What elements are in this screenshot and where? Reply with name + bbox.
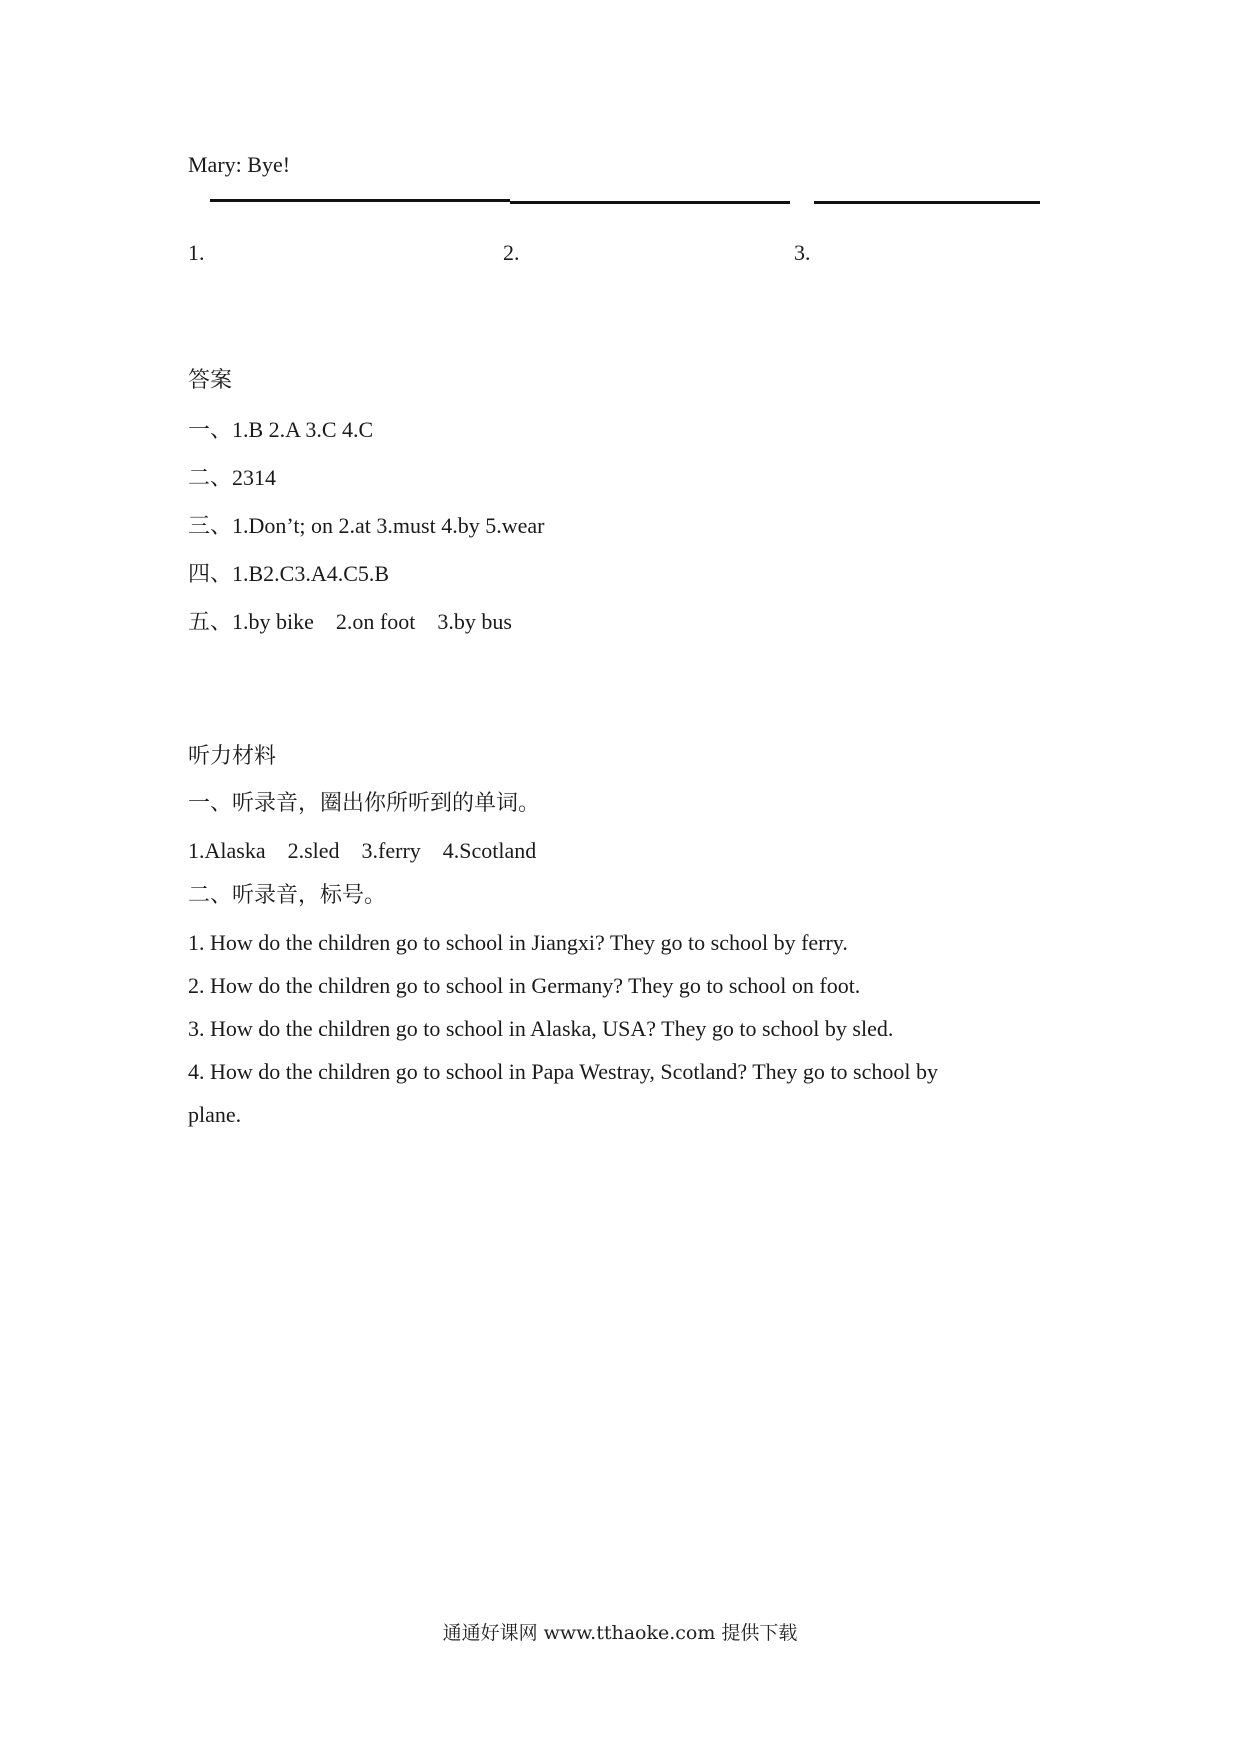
page-footer: 通通好课网 www.tthaoke.com 提供下载: [442, 1622, 798, 1644]
blank-label-1: 1.: [188, 240, 205, 265]
answer-item-2: 二、2314: [188, 465, 277, 490]
listening-part1-title: 一、听录音，圈出你所听到的单词。: [188, 790, 541, 815]
listening-item-4: 4. How do the children go to school in Papa Westray, Scotland? They go to school by: [188, 1059, 938, 1084]
answer-item-3: 三、1.Don’t; on 2.at 3.must 4.by 5.wear: [188, 513, 545, 538]
blank-line-3: [814, 201, 1040, 204]
listening-heading: 听力材料: [188, 743, 277, 768]
dialogue-last-line: Mary: Bye!: [188, 152, 291, 177]
listening-item-1: 1. How do the children go to school in Jiangxi? They go to school by ferry.: [188, 930, 848, 955]
answers-heading: 答案: [188, 367, 233, 392]
listening-item-4-continued: plane.: [188, 1102, 242, 1127]
listening-part2-title: 二、听录音，标号。: [188, 882, 387, 907]
answer-item-5: 五、1.by bike 2.on foot 3.by bus: [188, 609, 512, 634]
listening-item-3: 3. How do the children go to school in Alaska, USA? They go to school by sled.: [188, 1016, 894, 1041]
blank-label-2: 2.: [503, 240, 520, 265]
listening-part1-words: 1.Alaska 2.sled 3.ferry 4.Scotland: [188, 838, 537, 863]
blank-line-1: [210, 199, 510, 202]
answer-item-1: 一、1.B 2.A 3.C 4.C: [188, 417, 374, 442]
blank-label-3: 3.: [794, 240, 811, 265]
blank-line-2: [510, 201, 790, 204]
answer-item-4: 四、1.B2.C3.A4.C5.B: [188, 561, 390, 586]
listening-item-2: 2. How do the children go to school in Germany? They go to school on foot.: [188, 973, 861, 998]
